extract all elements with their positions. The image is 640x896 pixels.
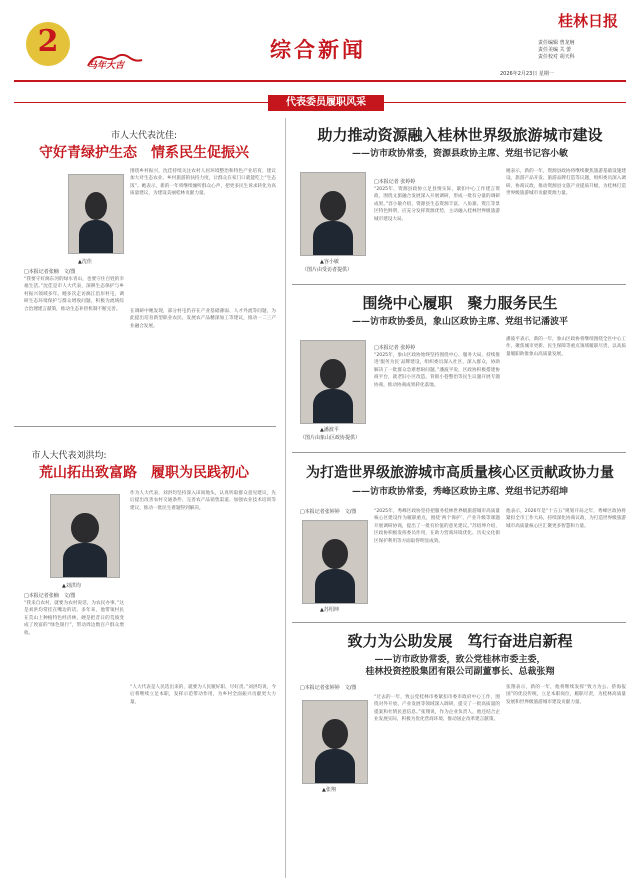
photo-caption: ▲容小敏 [320, 259, 339, 265]
byline: □本报记者张楠 文/图 [24, 269, 76, 275]
story-headline: 助力推动资源融入桂林世界级旅游城市建设 [317, 126, 603, 144]
issue-date: 2026年2月23日 星期一 [500, 71, 554, 77]
article-body: 她表示，新的一年，资源县政协将继续聚焦旅游基础设施建设、旅游产品开发、旅游品牌打造等议题，组织委员深入调研、协商议政，推动资源县文旅产业提质升级，为桂林打造世界级旅游城市贡献资源力量。 [506, 169, 626, 197]
article-body: “人大代表是人民选出来的，就要为人民履好职、尽好责。”刘洪均说，今后将继续立足本职，发挥示范带动作用，为乡村全面振兴贡献更大力量。 [130, 685, 276, 705]
story-subline: ——访市政协委员，象山区政协主席、党组书记潘波平 [351, 317, 568, 327]
photo-liuhongjun [50, 494, 120, 578]
byline: □本报记者张婷婷 文/图 [300, 509, 357, 515]
story-divider [14, 426, 276, 427]
new-year-slogan: 马年大吉 [88, 61, 125, 71]
article-body: 他表示，2026年是“十五五”规划开局之年，秀峰区政协将紧扣全市工作大局，持续深化协商议政，为打造世界级旅游城市高质量核心区汇聚更多智慧和力量。 [506, 509, 626, 529]
editor-line: 责任编辑 曾龙舸 [538, 40, 575, 46]
editor-line: 责任校对 胡天科 [538, 54, 575, 60]
story-divider [292, 622, 626, 623]
byline: □本报记者 张婷婷 [374, 345, 416, 351]
article-body: “2025年，象山区政协始终坚持围绕中心、服务大局，持续推进‘服务为民’品牌建设，组织委员深入社区、深入群众，协助解决了一批群众急难愁盼问题。”潘波平说，区政协积极搭建协商平台，就老旧小区改造、背街小巷整治等民生议题开展专题协商，推动协商成果转化落地。 [374, 353, 500, 388]
story-kicker: 市人大代表刘洪均: [31, 451, 107, 461]
story-headline: 荒山拓出致富路 履职为民践初心 [39, 465, 249, 481]
editor-line: 责任美编 关 蕾 [538, 47, 572, 53]
photo-caption: ▲张翔 [322, 787, 336, 793]
byline: □本报记者 张婷婷 [374, 179, 416, 185]
photo-caption: ▲沈佳 [78, 259, 92, 265]
photo-caption: ▲潘波平 [320, 427, 339, 433]
masthead [0, 0, 640, 84]
article-body: “过去的一年，致公党桂林市委紧扣市委市政府中心工作，围绕对外开放、产业发展等领域深入调研，提交了一批高质量的提案和社情民意信息。”张翔说，作为企业负责人，他还结合企业发展实际，积极为优化营商环境、推动国企改革建言献策。 [374, 695, 500, 723]
article-body: 张翔表示，新的一年，他将继续发挥“致力为公、侨海报国”的优良传统，立足本职岗位，履职尽责，为桂林高质量发展和世界级旅游城市建设贡献力量。 [506, 685, 626, 705]
story-headline: 守好青绿护生态 情系民生促振兴 [39, 145, 249, 161]
photo-caption: ▲苏绍坤 [320, 607, 339, 613]
article-body: 潘波平表示，新的一年，象山区政协将继续围绕全区中心工作，聚焦城市更新、民生保障等重点领域履职尽责，以高质量履职助推象山高质量发展。 [506, 337, 626, 357]
story-headline: 为打造世界级旅游城市高质量核心区贡献政协力量 [306, 465, 614, 481]
photo-caption: ▲刘洪均 [62, 583, 81, 589]
story-subline: 桂林投资控股集团有限公司副董事长、总裁张翔 [365, 667, 555, 677]
newspaper-brand: 桂林日报 [557, 12, 618, 30]
editor-credits [538, 40, 575, 61]
article-body: 在调研中她发现，部分村屯仍存在产业基础薄弱、人才外流等问题，为此提出培育新型职业农民、发展农产品精深加工等建议，推动一二三产业融合发展。 [130, 309, 276, 329]
photo-zhangxiang [302, 700, 368, 784]
photo-shenjia [68, 174, 124, 254]
photo-note: （图片由受访者提供） [302, 267, 353, 273]
story-subline: ——访市政协常委，资源县政协主席、党组书记容小敏 [351, 149, 568, 159]
article-body: “2025年，秀峰区政协坚持把服务桂林世界级旅游城市高质量核心区建设作为履职重点，围绕‘两个保护’、产业升级等课题开展调研协商，提出了一批有价值的意见建议。”苏绍坤介绍，区政协积极发挥委员作用，在助力营商环境优化、历史文化街区保护利用等方面取得明显成效。 [374, 509, 500, 544]
photo-rongxiaomin [300, 172, 366, 256]
article-body: “2025年，资源县政协立足县情实际，紧扣中心工作建言资政，围绕文旅融合发展深入开展调研，形成一批有分量的调研成果。”容小敏介绍，资源县生态资源丰富，八角寨、资江等景区特色鲜明，应充分发挥资源优势，主动融入桂林世界级旅游城市建设大局。 [374, 187, 500, 222]
story-headline: 围绕中心履职 聚力服务民生 [362, 294, 558, 312]
story-subline: ——访市政协常委，秀峰区政协主席、党组书记苏绍坤 [351, 487, 568, 497]
story-kicker: 市人大代表沈佳: [110, 131, 178, 141]
story-divider [292, 284, 626, 285]
page-number: 2 [37, 24, 59, 59]
page-number-badge [26, 22, 70, 66]
column-divider [285, 118, 286, 878]
photo-note: （图片由象山区政协提供） [300, 435, 361, 441]
photo-sushaokun [302, 520, 368, 604]
story-subline: ——访市政协常委，致公党桂林市委主委， [374, 655, 546, 665]
masthead-rule [14, 80, 626, 82]
byline: □本报记者张楠 文/图 [24, 593, 76, 599]
feature-banner: 代表委员履职风采 [268, 95, 384, 111]
byline: □本报记者张婷婷 文/图 [300, 685, 357, 691]
story-divider [292, 452, 626, 453]
article-body: 作为人大代表，刘洪均坚持深入田间地头，认真听取群众意见建议，先后提出改善农村交通条件、完善农产品销售渠道、加强农业技术培训等建议，推动一批民生难题得到解决。 [130, 491, 276, 511]
article-body: 围绕乡村振兴，沈佳持续关注农村人居环境整治和特色产业培育，建议加大对生态农业、乡村旅游的扶持力度，让群众在家门口就能吃上“生态饭”。她表示，新的一年将继续倾听群众心声，把更多民生诉求转化为高质量建议，为建设美丽桂林贡献力量。 [130, 169, 276, 197]
section-title: 综合新闻 [270, 37, 366, 62]
story-headline: 致力为公助发展 笃行奋进启新程 [347, 632, 573, 650]
photo-panboping [300, 340, 366, 424]
article-body: “我要守好漓东河的绿水青山，也要守住百姓的幸福生活。”沈佳是市人大代表，深耕生态保护与乡村振兴领域多年。她多次走访漓江沿岸村屯，调研生态环境保护与群众增收问题，积极为流域综合治理建言献策，推动生态补偿机制不断完善。 [24, 277, 124, 312]
article-body: “我来自农村，就要为农村说话，为农民办事。”这是刘洪均常挂在嘴边的话。多年来，他带领村民在荒山上种植特色经济林，硬是把昔日的荒坡变成了致富的“绿色银行”，带动周边数百户群众增收。 [24, 601, 124, 636]
